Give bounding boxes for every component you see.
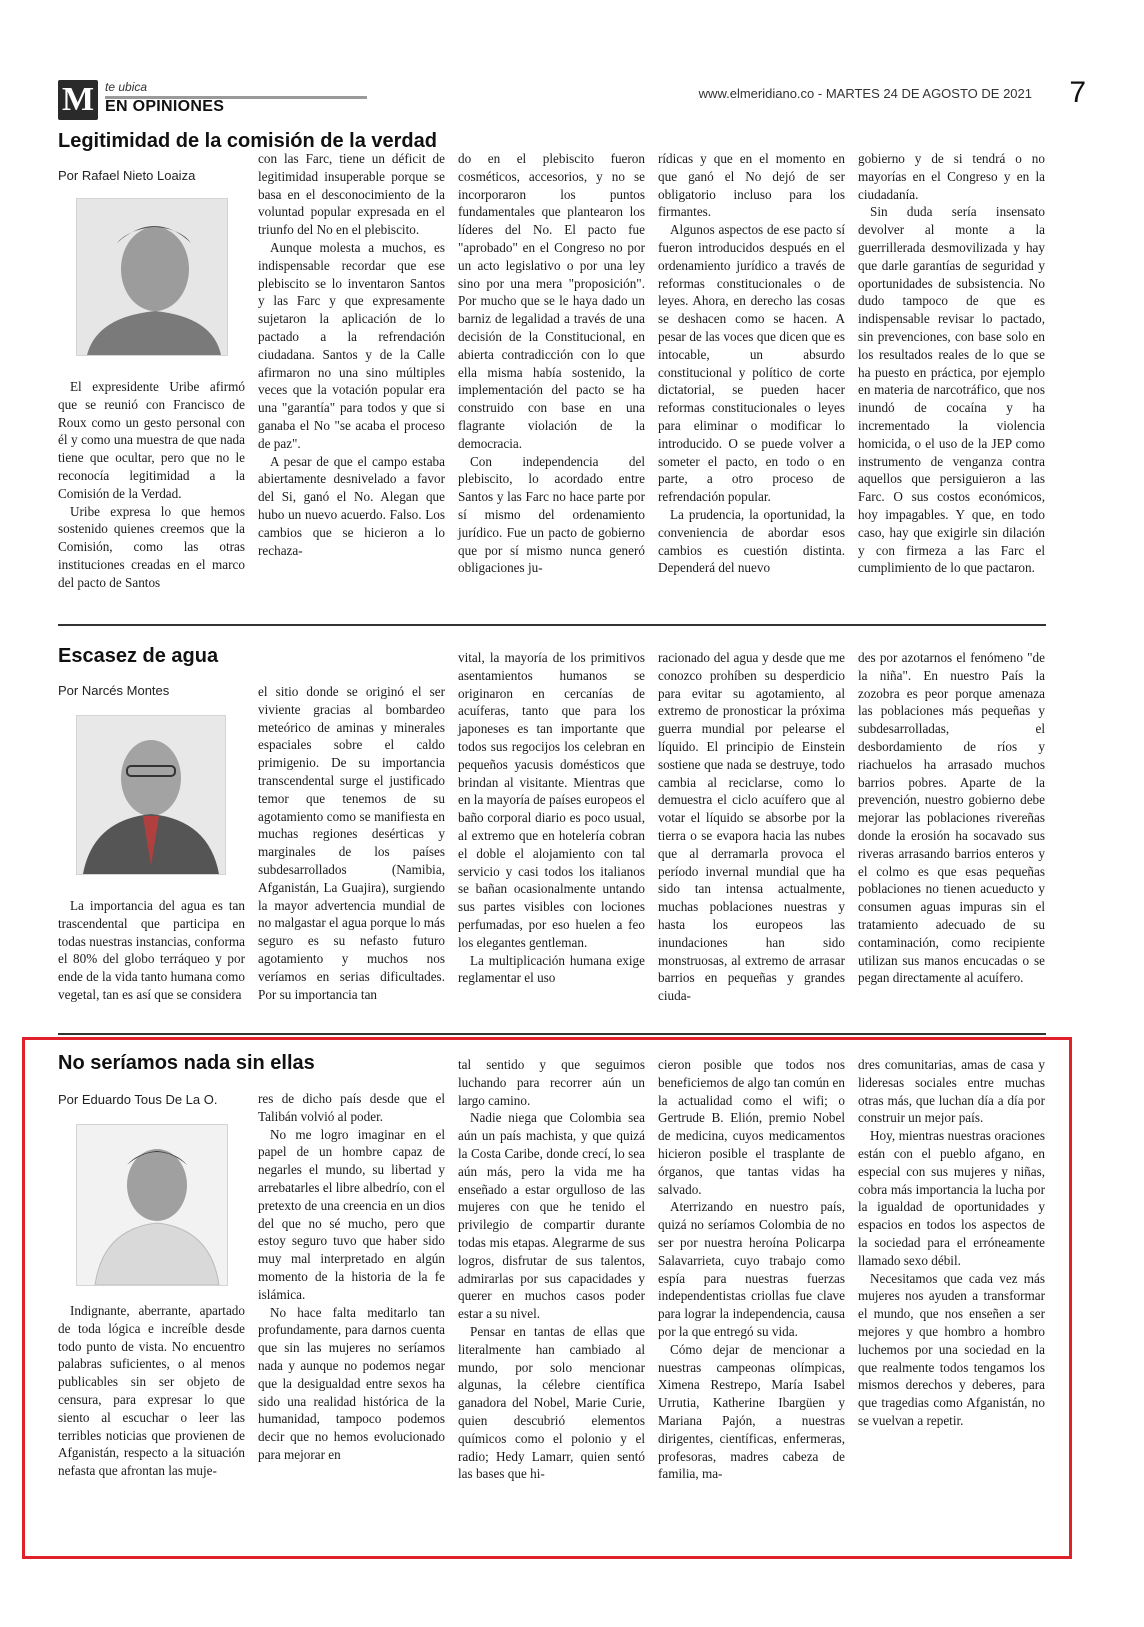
article-column-5	[858, 150, 1045, 577]
paragraph: Uribe expresa lo que hemos sostenido quienes creemos que la Comisión, como las otras instituciones creadas en el marco del pacto de Santos	[58, 503, 245, 590]
article-column-4	[658, 1056, 845, 1483]
section-divider	[58, 1033, 1046, 1035]
author-portrait-icon	[77, 716, 225, 874]
paragraph: La importancia del agua es tan trascendental que participa en todas nuestras instancias, conforma el 80% del globo terráqueo y por ende de la vida tanto humana como vegetal, tan es así que se considera	[58, 898, 245, 1002]
paragraph: res de dicho país desde que el Talibán volvió al poder.	[258, 1091, 445, 1124]
article-headline: Escasez de agua	[58, 645, 219, 667]
author-portrait-icon	[77, 1125, 227, 1285]
page-number: 7	[1069, 76, 1086, 109]
paragraph: La multiplicación humana exige reglamentar el uso	[458, 952, 645, 986]
masthead	[58, 78, 1088, 120]
article-column-3	[458, 1056, 645, 1483]
article-column-3	[458, 150, 645, 577]
section-divider	[58, 624, 1046, 626]
paragraph: tal sentido y que seguimos luchando para recorrer aún un largo camino.	[458, 1057, 645, 1108]
paragraph: racionado del agua y desde que me conozco prohíben su desperdicio para evitar su agotamiento, al extremo de pronosticar la próxima guerra mundial por pelearse el líquido. El principio de Einstein sostiene que nada se destruye, todo cambia al reciclarse, como lo demuestra el ciclo acuífero que al votar el líquido se absorbe por la tierra o se evapora hacia las nubes que al derramarla provoca el período invernal mundial que ha sido tan intensa actualmente, muchas poblaciones nuestras y hasta los europeos las inundaciones han sido monstruosas, al extremo de arrasar barrios en pequeñas y grandes ciuda-	[658, 650, 845, 1004]
article-byline: Por Rafael Nieto Loaiza	[58, 168, 196, 183]
article-no-seriamos-nada	[58, 1052, 1088, 1532]
article-column-2	[258, 683, 445, 1003]
paragraph: el sitio donde se originó el ser viviente gracias al bombardeo meteórico de aminas y minerales espaciales sobre el caldo primigenio. De su importancia transcendental surge el justificado temor que tenemos de su agotamiento como se manifiesta en muchas regiones desérticas y marginales de los países subdesarrollados (Namibia, Afganistán, La Guajira), surgiendo la mayor advertencia mundial de no malgastar el agua porque lo más seguro es su nefasto futuro agotamiento y muchos nos veríamos en serias dificultades. Por su importancia tan	[258, 684, 445, 1002]
tagline: te ubica	[105, 80, 148, 94]
article-column-1	[58, 1302, 245, 1480]
paragraph: dres comunitarias, amas de casa y lideresas sociales entre muchas otras más, que luchan día a día por construir un mejor país.	[858, 1057, 1045, 1126]
paragraph: Algunos aspectos de ese pacto sí fueron introducidos después en el ordenamiento jurídico a través de reformas constitucionales o de leyes. Ahora, en derecho las cosas se deshacen como se hacen. A pesar de las voces que dicen que es intocable, un absurdo constitucional y político de corte dictatorial, se pueden hacer reformas constitucionales o leyes para eliminar o modificar lo introducido. O se puede volver a someter el pacto, en todo o en parte, a otro proceso de refrendación popular.	[658, 222, 845, 505]
article-column-3	[458, 649, 645, 987]
article-column-2	[258, 1090, 445, 1464]
article-byline: Por Eduardo Tous De La O.	[58, 1092, 218, 1107]
author-portrait-icon	[77, 199, 227, 355]
article-headline: No seríamos nada sin ellas	[58, 1052, 315, 1074]
article-column-5	[858, 649, 1045, 987]
article-escasez-de-agua	[58, 645, 1088, 1025]
article-column-4	[658, 649, 845, 1005]
paragraph: Indignante, aberrante, apartado de toda lógica e increíble desde todo punto de vista. No encuentro palabras suficientes, o al menos publicables sin ser objeto de censura, para expresar lo que siento al escuchar o leer las terribles noticias que provienen de Afganistán, respecto a la situación nefasta que afrontan las muje-	[58, 1303, 245, 1479]
paragraph: rídicas y que en el momento en que ganó el No dejó de ser obligatorio incluso para los firmantes.	[658, 151, 845, 220]
article-column-1	[58, 378, 245, 592]
paragraph: Pensar en tantas de ellas que literalmente han cambiado al mundo, por solo mencionar algunas, la célebre científica ganadora del Nobel, Marie Curie, quien descubrió elementos químicos como el polonio y el radio; Hedy Lamarr, quien sentó las bases que hi-	[458, 1323, 645, 1482]
article-legitimidad	[58, 130, 1088, 610]
paragraph: Con independencia del plebiscito, lo acordado entre Santos y las Farc no hace parte por sí mismo del ordenamiento jurídico. Fue un pacto de gobierno que por sí mismo nunca generó obligaciones ju-	[458, 453, 645, 576]
article-column-2	[258, 150, 445, 559]
paragraph: Aterrizando en nuestro país, quizá no seríamos Colombia de no ser por nuestra heroína Policarpa Salavarrieta, cuyo trabajo como espía para nuestras fuerzas independentistas criollas fue clave para lograr la independencia, causa por la que entregó su vida.	[658, 1199, 845, 1339]
paragraph: Necesitamos que cada vez más mujeres nos ayuden a transformar el mundo, que nos enseñen a ser mejores y que hombro a hombro luchemos por una sociedad en la que realmente todos tengamos los mismos derechos y deberes, para que tragedias como Afganistán, no se vuelvan a repetir.	[858, 1270, 1045, 1428]
paragraph: La prudencia, la oportunidad, la conveniencia de abordar esos cambios es cuestión distinta. Dependerá del nuevo	[658, 506, 845, 576]
article-column-1	[58, 897, 245, 1004]
article-headline: Legitimidad de la comisión de la verdad	[58, 130, 437, 152]
paragraph: No me logro imaginar en el papel de un hombre capaz de negarles el mundo, su libertad y arrebatarles el libre albedrío, con el pretexto de una creencia en un dios del que no sé mucho, pero que estoy seguro tuvo que haber sido muy mal interpretado en algún momento de la historia de la fe islámica.	[258, 1126, 445, 1302]
author-photo	[76, 715, 226, 875]
paragraph: vital, la mayoría de los primitivos asentamientos humanos se originaron en cercanías de acuíferas, tanto que para los japoneses es tan importante que todos sus regocijos los celebran en pequeños yacusis domésticos que brindan al visitante. Mientras que en la mayoría de países europeos el baño corporal diario es poco usual, al extremo que en hotelería cobran el doble el alojamiento con tal servicio y casi todos los italianos se bañan ocasionalmente untando sus partes visibles con lociones perfumadas, por eso huelen a feo los elegantes gentleman.	[458, 650, 645, 950]
paragraph: A pesar de que el campo estaba abiertamente desnivelado a favor del Si, ganó el No. Alegan que hubo un nuevo acuerdo. Falso. Los cambios que se hicieron a lo rechaza-	[258, 453, 445, 558]
paragraph: des por azotarnos el fenómeno "de la niña". En nuestro País la zozobra es peor porque amenaza las poblaciones más pequeñas y subdesarrolladas, el desbordamiento de ríos y riachuelos ha arrasado muchos barrios pobres. Aparte de la prevención, nuestro gobierno debe mejorar las poblaciones rivereñas donde la erosión ha socavado sus riveras arrasando barrios enteros y el colmo es que esas pequeñas poblaciones no tienen acueducto y consumen aguas impuras sin el tratamiento adecuado de su contaminación, como recipiente utilizan sus manos encucadas o se pegan directamente al acuífero.	[858, 650, 1045, 986]
paragraph: gobierno y de si tendrá o no mayorías en el Congreso y en la ciudadanía.	[858, 151, 1045, 202]
el-meridiano-logo: M	[58, 80, 98, 120]
author-photo	[76, 198, 228, 356]
article-byline: Por Narcés Montes	[58, 683, 170, 698]
dateline: www.elmeridiano.co - MARTES 24 DE AGOSTO DE 2021	[698, 86, 1032, 101]
paragraph: Hoy, mientras nuestras oraciones están con el pueblo afgano, en especial con sus mujeres y niñas, cobra más importancia la lucha por la igualdad de oportunidades y espacios en todos los aspectos de la sociedad para el erróneamente llamado sexo débil.	[858, 1128, 1045, 1268]
author-photo	[76, 1124, 228, 1286]
paragraph: Cómo dejar de mencionar a nuestras campeonas olímpicas, Ximena Restrepo, María Isabel Urrutia, Katherine Ibargüen y Mariana Pajón, a nuestras dirigentes, científicas, enfermeras, profesoras, madres cabeza de familia, ma-	[658, 1341, 845, 1482]
paragraph: Aunque molesta a muchos, es indispensable recordar que ese plebiscito se lo inventaron Santos y las Farc y que expresamente sujetaron la aplicación de lo pactado a la refrendación ciudadana. Santos y de la Calle afirmaron no una sino múltiples veces que la votación popular era una "garantía" para todos y que si ganaba el No "se acaba el proceso de paz".	[258, 239, 445, 451]
paragraph: cieron posible que todos nos beneficiemos de algo tan común en la actualidad como el wifi; o Gertrude B. Elión, premio Nobel de medicina, cuyos medicamentos hicieron posible el trasplante de órganos, que tantas vidas ha salvado.	[658, 1057, 845, 1197]
paragraph: Nadie niega que Colombia sea aún un país machista, y que quizá la Costa Caribe, donde crecí, lo sea aún más, pero la vida me ha enseñado a estar orgulloso de las mujeres con que he tenido el privilegio de compartir durante todas mis etapas. Alegrarme de sus logros, disfrutar de sus talentos, admirarlas por sus capacidades y querer en muchos casos poder estar a su nivel.	[458, 1110, 645, 1322]
paragraph: con las Farc, tiene un déficit de legitimidad insuperable porque se basa en el desconocimiento de la voluntad popular expresada en el triunfo del No en el plebiscito.	[258, 151, 445, 238]
paragraph: El expresidente Uribe afirmó que se reunió con Francisco de Roux como un gesto personal con él y como una muestra de que nada tiene que ocultar, pero que no le reconocía legitimidad a la Comisión de la Verdad.	[58, 379, 245, 501]
article-column-5	[858, 1056, 1045, 1430]
section-label: EN OPINIONES	[105, 98, 225, 115]
paragraph: do en el plebiscito fueron cosméticos, accesorios, y no se incorporaron los puntos fundamentales que plantearon los líderes del No. El pacto fue "aprobado" en el Congreso no por un acto legislativo o por una ley sino por una mera "proposición". Por mucho que se le haya dado un barniz de legalidad a través de una decisión de la Constitucional, en abierta contradicción con lo que ella misma había sostenido, la implementación del pacto se ha construido con base en una flagrante violación de la democracia.	[458, 151, 645, 451]
paragraph: Sin duda sería insensato devolver al monte a la guerrillerada desmovilizada y hay que darle garantías de seguridad y oportunidades de subsistencia. No dudo tampoco de que es indispensable revisar lo pactado, sin prevenciones, con base solo en los resultados reales de lo que se ha puesto en práctica, por ejemplo en materia de narcotráfico, que nos inundó de cocaína y ha incrementado la violencia homicida, o el uso de la JEP como instrumento de venganza contra aquellos que persiguieron a las Farc. O sus costos económicos, hoy impagables. Y que, en todo caso, hay que exigirle sin dilación y con firmeza a las Farc el cumplimiento de lo que pactaron.	[858, 204, 1045, 576]
article-column-4	[658, 150, 845, 577]
paragraph: No hace falta meditarlo tan profundamente, para darnos cuenta que sin las mujeres no seríamos nada y aunque no podemos negar que la desigualdad entre sexos ha sido una realidad histórica de la humanidad, tampoco podemos decir que no hemos evolucionado para mejorar en	[258, 1304, 445, 1462]
